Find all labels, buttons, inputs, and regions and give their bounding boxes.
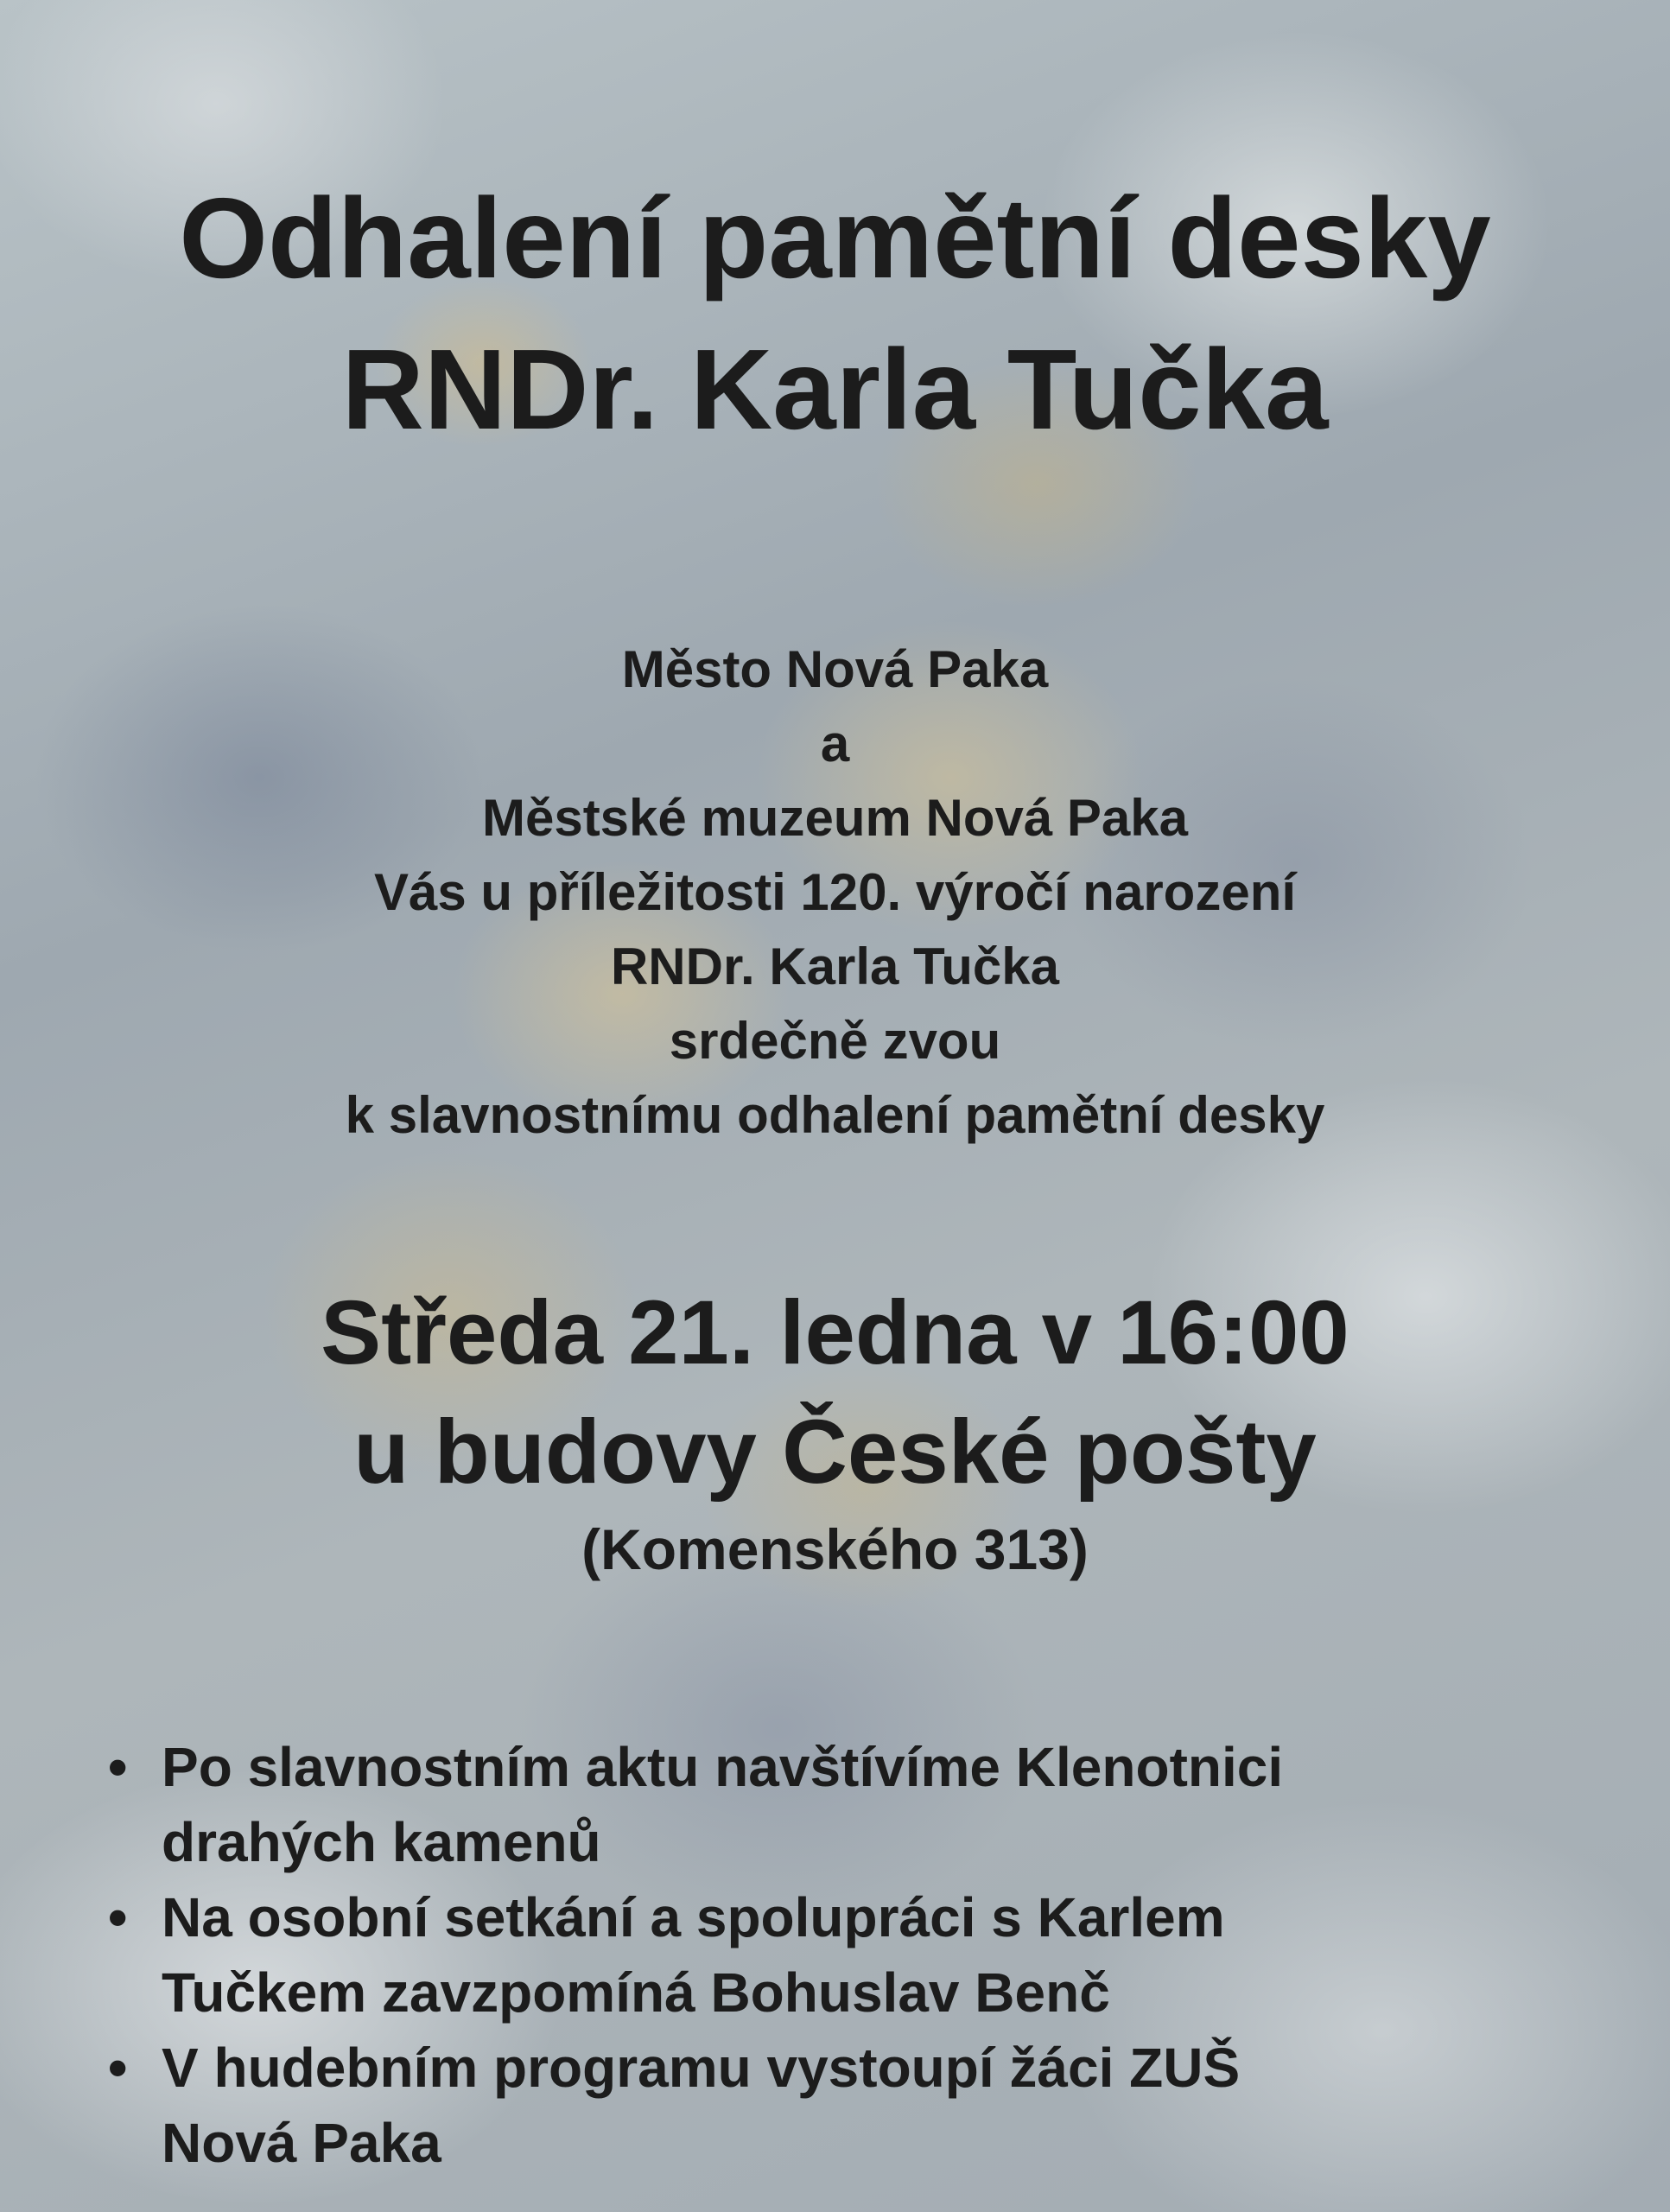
program-item-line: V hudebním programu vystoupí žáci ZUŠ [162, 2037, 1241, 2099]
event-date-time: Středa 21. ledna v 16:00 [321, 1282, 1349, 1383]
invitation-line-organizer: Město Nová Paka [621, 640, 1049, 698]
invitation-line-invite: srdečně zvou [669, 1012, 1001, 1070]
program-item-line: drahých kamenů [162, 1811, 601, 1873]
bullet-icon: • [108, 1736, 128, 1798]
invitation-line-conjunction: a [820, 715, 850, 772]
list-item [99, 1880, 1637, 2031]
program-item-line: Nová Paka [162, 2112, 441, 2174]
program-item-line: Na osobní setkání a spolupráci s Karlem [162, 1886, 1225, 1948]
bullet-icon: • [108, 2037, 128, 2099]
invitation-line-purpose: k slavnostnímu odhalení pamětní desky [345, 1086, 1325, 1144]
program-item-line: Po slavnostním aktu navštívíme Klenotnici [162, 1736, 1284, 1798]
list-item [99, 2031, 1637, 2181]
invitation-text [0, 632, 1670, 1153]
invitation-line-museum: Městské muzeum Nová Paka [481, 789, 1189, 847]
invitation-line-honoree: RNDr. Karla Tučka [610, 938, 1060, 995]
bullet-icon: • [108, 1886, 128, 1948]
event-place: u budovy České pošty [353, 1402, 1317, 1503]
event-address: (Komenského 313) [581, 1517, 1089, 1581]
page-title-line-1: Odhalení pamětní desky [179, 175, 1491, 302]
invitation-line-occasion: Vás u příležitosti 120. výročí narození [373, 863, 1297, 921]
program-item-line: Tučkem zavzpomíná Bohuslav Benč [162, 1961, 1110, 2024]
program-list [99, 1730, 1637, 2181]
list-item [99, 1730, 1637, 1880]
page-title-line-2: RNDr. Karla Tučka [341, 326, 1329, 453]
